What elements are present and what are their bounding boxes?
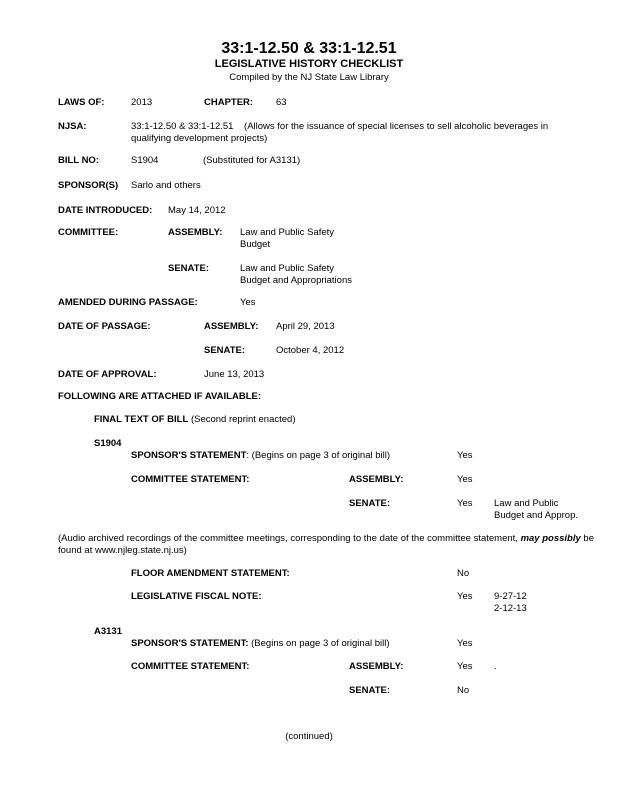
- sponsor-label: SPONSOR(S): [58, 180, 119, 191]
- a3131-heading: A3131: [94, 626, 122, 637]
- bill-no-label: BILL NO:: [58, 155, 99, 166]
- a3131-committee-assembly-value: Yes: [457, 661, 473, 672]
- committee-label: COMMITTEE:: [58, 227, 119, 238]
- bill-number: S1904: [131, 155, 159, 166]
- s1904-committee-senate-note2: Budget and Approp.: [494, 510, 578, 521]
- passage-assembly-date: April 29, 2013: [276, 321, 335, 332]
- date-introduced-value: May 14, 2012: [168, 205, 226, 216]
- s1904-sponsor-statement-label: SPONSOR'S STATEMENT: [131, 450, 247, 461]
- committee-senate-line2: Budget and Appropriations: [240, 275, 352, 286]
- a3131-sponsor-statement-value: Yes: [457, 638, 473, 649]
- s1904-committee-assembly-label: ASSEMBLY:: [349, 474, 404, 485]
- a3131-committee-senate-value: No: [457, 685, 470, 696]
- s1904-committee-senate-value: Yes: [457, 498, 473, 509]
- passage-assembly-label: ASSEMBLY:: [204, 321, 259, 332]
- sponsor-value: Sarlo and others: [131, 180, 201, 191]
- continued-footer: (continued): [285, 731, 333, 742]
- s1904-committee-senate-note1: Law and Public: [494, 498, 559, 509]
- a3131-committee-assembly-dot: .: [494, 661, 497, 672]
- committee-senate-line1: Law and Public Safety: [240, 263, 335, 274]
- final-text-label: FINAL TEXT OF BILL: [94, 414, 189, 425]
- fiscal-note-date1: 9-27-12: [494, 591, 527, 602]
- passage-senate-label: SENATE:: [204, 345, 245, 356]
- njsa-label: NJSA:: [58, 121, 87, 132]
- substituted-for: (Substituted for A3131): [203, 155, 301, 166]
- final-text-note: (Second reprint enacted): [190, 414, 296, 425]
- fiscal-note-value: Yes: [457, 591, 473, 602]
- fiscal-note-label: LEGISLATIVE FISCAL NOTE:: [131, 591, 262, 602]
- committee-assembly-line2: Budget: [240, 239, 271, 250]
- a3131-committee-assembly-label: ASSEMBLY:: [349, 661, 404, 672]
- audio-archive-note: [58, 533, 604, 557]
- s1904-heading: S1904: [94, 438, 122, 449]
- a3131-committee-statement-label: COMMITTEE STATEMENT:: [131, 661, 250, 672]
- date-introduced-label: DATE INTRODUCED:: [58, 205, 153, 216]
- passage-senate-date: October 4, 2012: [276, 345, 345, 356]
- audio-note-before: (Audio archived recordings of the committee meetings, corresponding to the date of the committee statement,: [58, 533, 521, 544]
- s1904-committee-statement-label: COMMITTEE STATEMENT:: [131, 474, 250, 485]
- date-of-approval-label: DATE OF APPROVAL:: [58, 369, 157, 380]
- following-attached-label: FOLLOWING ARE ATTACHED IF AVAILABLE:: [58, 391, 261, 402]
- fiscal-note-date2: 2-12-13: [494, 603, 527, 614]
- chapter-number: 63: [276, 97, 287, 108]
- floor-amendment-value: No: [457, 568, 470, 579]
- date-of-approval-value: June 13, 2013: [204, 369, 265, 380]
- floor-amendment-label: FLOOR AMENDMENT STATEMENT:: [131, 568, 290, 579]
- s1904-committee-assembly-value: Yes: [457, 474, 473, 485]
- a3131-sponsor-statement-note: (Begins on page 3 of original bill): [248, 638, 390, 649]
- document-subtitle: LEGISLATIVE HISTORY CHECKLIST: [214, 58, 404, 70]
- compiled-by: Compiled by the NJ State Law Library: [229, 72, 389, 83]
- njsa-text: 33:1-12.50 & 33:1-12.51 (Allows for the issuance of special licenses to sell alcoholic beverages in qualifying development projects): [131, 121, 551, 144]
- s1904-sponsor-statement-value: Yes: [457, 450, 473, 461]
- audio-note-emphasis: may possibly: [520, 533, 581, 544]
- a3131-committee-senate-label: SENATE:: [349, 685, 390, 696]
- committee-assembly-line1: Law and Public Safety: [240, 227, 335, 238]
- audio-note-after: be found at www.njleg.state.nj.us): [58, 533, 594, 556]
- committee-assembly-label: ASSEMBLY:: [168, 227, 223, 238]
- laws-of-year: 2013: [131, 97, 153, 108]
- document-title: 33:1-12.50 & 33:1-12.51: [221, 40, 397, 57]
- a3131-sponsor-statement: [131, 638, 390, 650]
- a3131-sponsor-statement-label: SPONSOR'S STATEMENT:: [131, 638, 249, 649]
- chapter-label: CHAPTER:: [204, 97, 254, 108]
- laws-of-label: LAWS OF:: [58, 97, 105, 108]
- s1904-committee-senate-label: SENATE:: [349, 498, 390, 509]
- amended-value: Yes: [240, 297, 256, 308]
- final-text-line: [94, 414, 296, 426]
- amended-label: AMENDED DURING PASSAGE:: [58, 297, 198, 308]
- committee-senate-label: SENATE:: [168, 263, 209, 274]
- s1904-sponsor-statement: [131, 450, 390, 462]
- date-of-passage-label: DATE OF PASSAGE:: [58, 321, 151, 332]
- s1904-sponsor-statement-note: : (Begins on page 3 of original bill): [246, 450, 391, 461]
